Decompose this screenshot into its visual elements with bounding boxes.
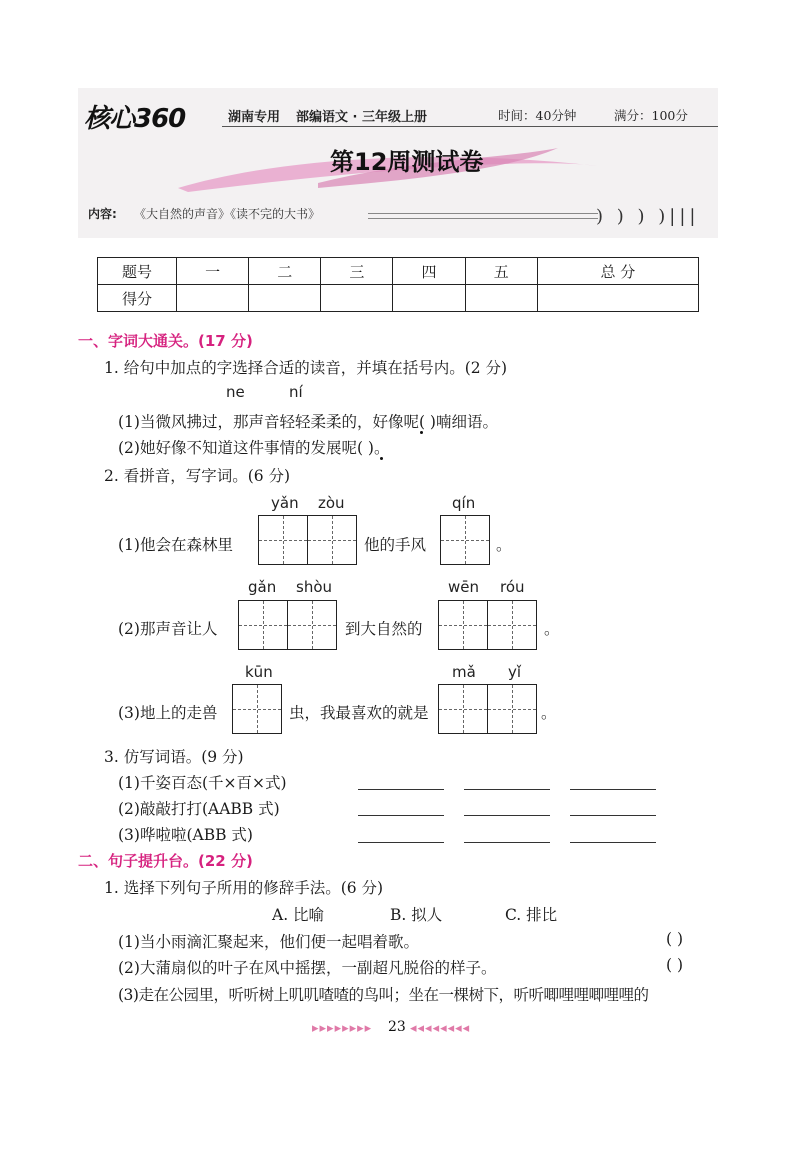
full-score: 满分：100分 (614, 108, 688, 123)
moon-decoration: ) ) ) )||| (596, 206, 700, 227)
pinyin-label: yǎn (271, 494, 299, 512)
sentence: (2)那声音让人 (118, 620, 218, 638)
time-limit: 时间：40分钟 (498, 108, 577, 123)
tianzige-box[interactable] (438, 684, 537, 734)
answer-blank[interactable] (464, 815, 550, 816)
answer-blank[interactable] (570, 842, 656, 843)
pinyin-label: kūn (245, 663, 273, 681)
table-row (98, 258, 699, 285)
pinyin-label: wēn (448, 578, 480, 596)
header-rule (368, 213, 598, 214)
char-cell[interactable] (308, 516, 356, 564)
char-cell[interactable] (441, 516, 489, 564)
table-cell: 二 (249, 258, 321, 285)
score-table (97, 257, 699, 312)
table-cell: 四 (393, 258, 465, 285)
sentence-end: 。 (496, 536, 512, 554)
table-cell: 一 (177, 258, 249, 285)
pinyin-label: róu (500, 578, 525, 596)
answer-paren[interactable]: ( ) (666, 956, 684, 974)
sentence: (1)当小雨滴汇聚起来，他们便一起唱着歌。 (118, 933, 419, 951)
answer-blank[interactable] (358, 815, 444, 816)
sentence: (2)她好像不知道这件事情的发展呢( )。 (118, 439, 390, 457)
question-prompt: 1. 选择下列句子所用的修辞手法。(6 分) (104, 879, 384, 897)
footer-arrows-right: ◂◂◂◂◂◂◂◂ (410, 1021, 471, 1036)
answer-paren[interactable]: ( ) (666, 930, 684, 948)
sentence: (1)他会在森林里 (118, 536, 233, 554)
pinyin-label: zòu (318, 494, 345, 512)
question-prompt: 3. 仿写词语。(9 分) (104, 748, 244, 766)
table-cell: 总 分 (537, 258, 698, 285)
char-cell[interactable] (439, 601, 488, 649)
pinyin-label: gǎn (248, 578, 277, 596)
answer-blank[interactable] (358, 789, 444, 790)
sentence-end: 。 (541, 704, 557, 722)
pinyin-option: ní (289, 383, 303, 401)
table-cell: 五 (465, 258, 537, 285)
rhetoric-option: A. 比喻 (272, 906, 325, 924)
brand-logo: 核心360 (84, 104, 186, 134)
table-cell: 得分 (98, 285, 177, 312)
imitation-item: (2)敲敲打打(AABB 式) (118, 800, 280, 818)
tianzige-box[interactable] (258, 515, 357, 565)
sentence: 他的手风 (364, 536, 427, 554)
page-number: 23 (388, 1019, 406, 1035)
footer-arrows-left: ▸▸▸▸▸▸▸▸ (312, 1021, 373, 1036)
section-heading: 二、句子提升台。(22 分) (78, 852, 253, 870)
tianzige-box[interactable] (440, 515, 490, 565)
char-cell[interactable] (488, 685, 536, 733)
section-heading: 一、字词大通关。(17 分) (78, 332, 253, 350)
char-cell[interactable] (439, 685, 488, 733)
page-title: 第12周测试卷 (330, 148, 484, 176)
question-prompt: 1. 给句中加点的字选择合适的读音，并填在括号内。(2 分) (104, 359, 508, 377)
answer-blank[interactable] (464, 842, 550, 843)
pinyin-option: ne (226, 383, 245, 401)
sentence: (3)地上的走兽 (118, 704, 218, 722)
pinyin-label: mǎ (452, 663, 476, 681)
content-text: 《大自然的声音》《读不完的大书》 (134, 207, 321, 221)
pinyin-label: shòu (296, 578, 333, 596)
subject-label: 部编语文 · 三年级上册 (296, 110, 427, 125)
rhetoric-option: B. 拟人 (390, 906, 443, 924)
sentence: (3)走在公园里，听听树上叽叽喳喳的鸟叫；坐在一棵树下，听听唧哩哩唧哩哩的 (118, 986, 649, 1004)
sentence-end: 。 (544, 620, 560, 638)
score-input-cell[interactable] (537, 285, 698, 312)
score-input-cell[interactable] (249, 285, 321, 312)
sentence: 到大自然的 (345, 620, 423, 638)
char-cell[interactable] (239, 601, 288, 649)
sentence: (2)大蒲扇似的叶子在风中摇摆，一副超凡脱俗的样子。 (118, 959, 497, 977)
char-cell[interactable] (259, 516, 308, 564)
imitation-item: (1)千姿百态(千×百×式) (118, 774, 287, 792)
answer-blank[interactable] (570, 815, 656, 816)
rhetoric-option: C. 排比 (505, 906, 558, 924)
tianzige-box[interactable] (438, 600, 537, 650)
region-label: 湖南专用 (228, 110, 281, 125)
answer-blank[interactable] (358, 842, 444, 843)
question-prompt: 2. 看拼音，写字词。(6 分) (104, 467, 291, 485)
imitation-item: (3)哗啦啦(ABB 式) (118, 826, 253, 844)
sentence: 虫，我最喜欢的就是 (289, 704, 429, 722)
score-input-cell[interactable] (177, 285, 249, 312)
sentence: (1)当微风拂过，那声音轻轻柔柔的，好像呢( )喃细语。 (118, 413, 498, 431)
tianzige-box[interactable] (232, 684, 282, 734)
pinyin-label: yǐ (508, 663, 522, 681)
table-cell: 三 (321, 258, 393, 285)
score-input-cell[interactable] (321, 285, 393, 312)
emphasis-dot (380, 457, 383, 460)
score-input-cell[interactable] (465, 285, 537, 312)
header-divider (222, 126, 718, 127)
table-row (98, 285, 699, 312)
header-rule (368, 218, 598, 219)
content-label: 内容: (88, 207, 117, 221)
char-cell[interactable] (288, 601, 336, 649)
answer-blank[interactable] (570, 789, 656, 790)
tianzige-box[interactable] (238, 600, 337, 650)
char-cell[interactable] (233, 685, 281, 733)
emphasis-dot (420, 431, 423, 434)
answer-blank[interactable] (464, 789, 550, 790)
char-cell[interactable] (488, 601, 536, 649)
table-cell: 题号 (98, 258, 177, 285)
score-input-cell[interactable] (393, 285, 465, 312)
pinyin-label: qín (452, 494, 476, 512)
